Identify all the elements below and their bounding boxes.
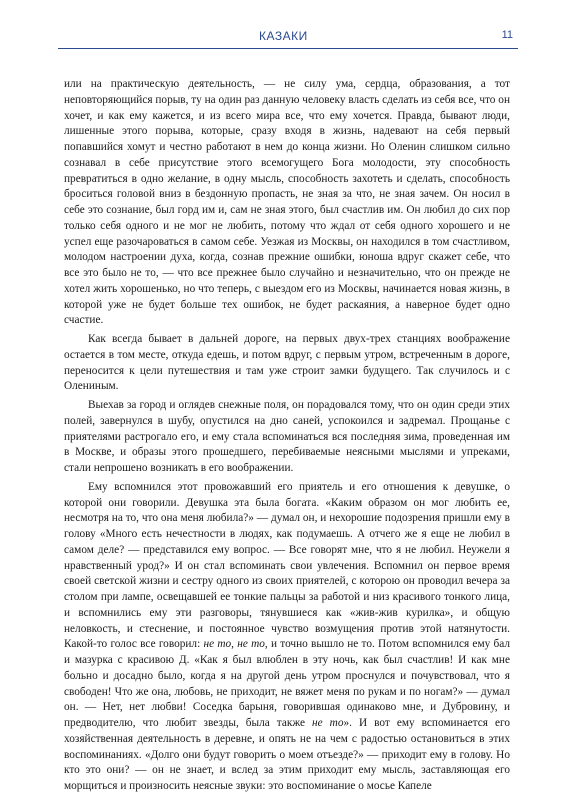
body-text	[64, 77, 510, 795]
paragraph-4-text-a: Ему вспомнился этот провожавший его приятель и его отношения к девушке, о которой они говорили. Девушка эта была богата. «Каким образом он мог любить ее, несмотря на то, что она меня любила?» — думал он, и нехорошие подозрения пришли ему в голову «Много есть нечестности в людях, как подумаешь. А отчего же я еще не любил в самом деле? — представился ему вопрос. — Все говорят мне, что я не любил. Неужели я нравственный урод?» И он стал вспоминать свои увлечения. Вспомнил он первое время своей светской жизни и сестру одного из своих приятелей, с которою он проводил вечера за столом при лампе, освещавшей ее тонкие пальцы за работой и низ красивого тонкого лица, и вспомнились ему эти разговоры, тянувшиеся как «жив-жив курилка», и общую неловкость, и стеснение, и постоянное чувство возмущения против этой натянутости. Какой-то голос все говорил:	[64, 480, 510, 651]
paragraph-4-text-c: ». И вот ему вспоминается его хозяйственная деятельность в деревне, и опять не на чем с радостью остановиться в этих воспоминаниях. «Долго они будут говорить о моем отъезде?» — приходит ему в голову. Но кто это они? — он не знает, и вслед за этим приходит ему мысль, заставляющая его морщиться и произносить неясные звуки: это воспоминание о мосье Капеле	[64, 717, 510, 792]
paragraph-4-emphasis-1: не то, не то	[203, 638, 265, 651]
paragraph-2: Как всегда бывает в дальней дороге, на первых двух-трех станциях воображение остается в том месте, откуда едешь, и потом вдруг, с первым утром, встреченным в дороге, переносится к цели путешествия и там уже строит замки будущего. Так случилось и с Олениным.	[64, 333, 510, 393]
paragraph-3: Выехав за город и оглядев снежные поля, он порадовался тому, что он один среди этих полей, завернулся в шубу, опустился на дно саней, успокоился и задремал. Прощанье с приятелями растрогало его, и ему стала вспоминаться вся последняя зима, проведенная им в Москве, и образы этого прошедшего, перебиваемые неясными мыслями и упреками, стали непрошено возникать в его воображении.	[64, 399, 510, 474]
paragraph-4-emphasis-2: не то	[312, 717, 344, 729]
paragraph-1: или на практическую деятельность, — не силу ума, сердца, образования, а тот неповторяющийся порыв, ту на один раз данную человеку власть сделать из себя все, что он хочет, и как ему кажется, и из всего мира все, что ему хочется. Правда, бывают люди, лишенные этого порыва, которые, сразу входя в жизнь, надевают на себя первый попавшийся хомут и честно работают в нем до конца жизни. Но Оленин слишком сильно сознавал в себе присутствие этого всемогущего Бога молодости, эту способность превратиться в одно желание, в одну мысль, способность захотеть и сделать, способность броситься головой вниз в бездонную пропасть, не зная за что, не зная зачем. Он носил в себе это сознание, был горд им и, сам не зная этого, был счастлив им. Он любил до сих пор только себя одного и не мог не любить, потому что ждал от себя одного хорошего и не успел еще разочароваться в самом себе. Уезжая из Москвы, он находился в том счастливом, молодом настроении духа, когда, сознав прежние ошибки, юноша вдруг скажет себе, что все это было не то, — что все прежнее было случайно и незначительно, что он прежде не хотел жить хорошенько, но что теперь, с выездом его из Москвы, начинается новая жизнь, в которой уже не будет больше тех ошибок, не будет раскаяния, а наверное будет одно счастие.	[64, 78, 510, 327]
running-title: КАЗАКИ	[259, 29, 308, 43]
paragraph-4-text-b: , и точно вышло не то. Потом вспомнился ему бал и мазурка с красивою Д. «Как я был влюблен в эту ночь, как был счастлив! И как мне больно и досадно было, когда я на другой день утром проснулся и почувствовал, что я свободен! Что же она, любовь, не приходит, не вяжет меня по рукам и по ногам?» — думал он. — Нет, нет любви! Соседка барыня, говорившая одинаково мне, и Дубровину, и предводителю, что любит звезды, была также	[64, 638, 510, 729]
running-header	[0, 26, 567, 48]
page-number: 11	[501, 29, 513, 41]
paragraph-4	[64, 480, 510, 795]
header-rule	[58, 48, 518, 49]
